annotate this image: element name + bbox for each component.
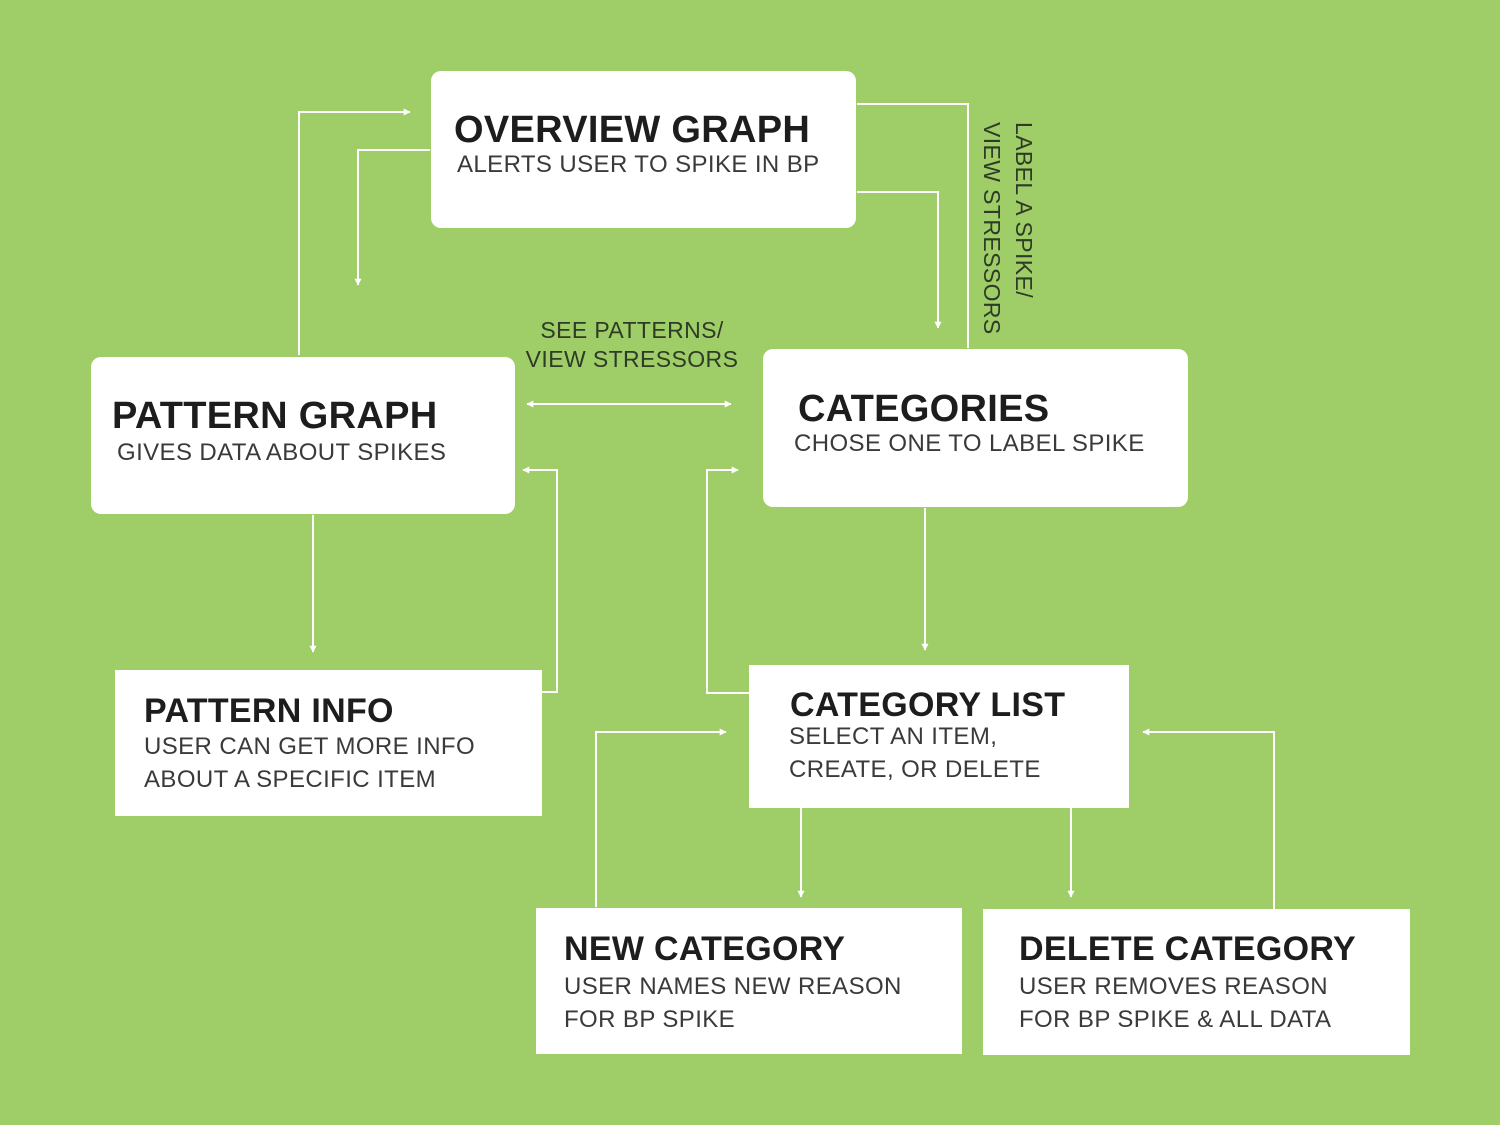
node-description-line: GIVES DATA ABOUT SPIKES	[117, 439, 447, 466]
edge-label-line: VIEW STRESSORS	[979, 122, 1005, 335]
new-category-node[interactable]	[536, 908, 962, 1054]
edge-overview-to-categories	[857, 192, 938, 328]
edge-delete-category-to-category-list	[1143, 732, 1274, 909]
node-description	[789, 720, 1041, 786]
node-description	[1019, 970, 1331, 1036]
node-description-line: FOR BP SPIKE	[564, 1006, 736, 1033]
edge-label-line: VIEW STRESSORS	[525, 346, 739, 372]
node-description-line: USER NAMES NEW REASON	[564, 973, 902, 1000]
node-description-line: ABOUT A SPECIFIC ITEM	[144, 766, 437, 793]
node-description-line: ALERTS USER TO SPIKE IN BP	[457, 151, 820, 178]
categories-node[interactable]	[763, 349, 1188, 507]
delete-category-node[interactable]	[983, 909, 1410, 1055]
edge-category-list-to-categories	[707, 470, 749, 693]
edge-label-line: LABEL A SPIKE/	[1011, 122, 1037, 299]
edge-overview-to-pattern-graph	[358, 150, 430, 285]
edge-label-rotated-text	[976, 122, 1040, 335]
node-description	[117, 439, 446, 467]
node-title: PATTERN GRAPH	[112, 395, 438, 437]
node-description-line: USER CAN GET MORE INFO	[144, 733, 476, 760]
pattern-graph-node[interactable]	[91, 357, 515, 514]
edge-new-category-to-category-list	[596, 732, 726, 907]
node-title: OVERVIEW GRAPH	[454, 109, 811, 151]
edge-pattern-graph-to-overview	[299, 112, 410, 355]
node-description-line: CREATE, OR DELETE	[789, 756, 1041, 783]
node-title: CATEGORY LIST	[790, 686, 1066, 724]
pattern-info-node[interactable]	[115, 670, 542, 816]
node-description-line: SELECT AN ITEM,	[789, 723, 998, 750]
node-title: NEW CATEGORY	[564, 930, 846, 968]
edge-categories-to-overview	[857, 104, 968, 348]
node-description	[794, 430, 1145, 458]
edge-label-line: SEE PATTERNS/	[540, 317, 724, 343]
edge-pattern-info-to-pattern-graph	[523, 470, 557, 692]
node-title: PATTERN INFO	[144, 692, 394, 730]
overview-graph-node[interactable]	[431, 71, 856, 228]
node-description-line: USER REMOVES REASON	[1019, 973, 1328, 1000]
node-description-line: CHOSE ONE TO LABEL SPIKE	[794, 430, 1145, 457]
node-description	[457, 151, 820, 179]
node-description	[144, 730, 475, 796]
edge-label-see-patterns	[512, 316, 752, 374]
category-list-node[interactable]	[749, 665, 1129, 808]
node-title: CATEGORIES	[798, 388, 1050, 430]
node-description-line: FOR BP SPIKE & ALL DATA	[1019, 1006, 1332, 1033]
node-description	[564, 970, 902, 1036]
edge-label-label-spike	[968, 122, 1048, 342]
node-title: DELETE CATEGORY	[1019, 930, 1356, 968]
